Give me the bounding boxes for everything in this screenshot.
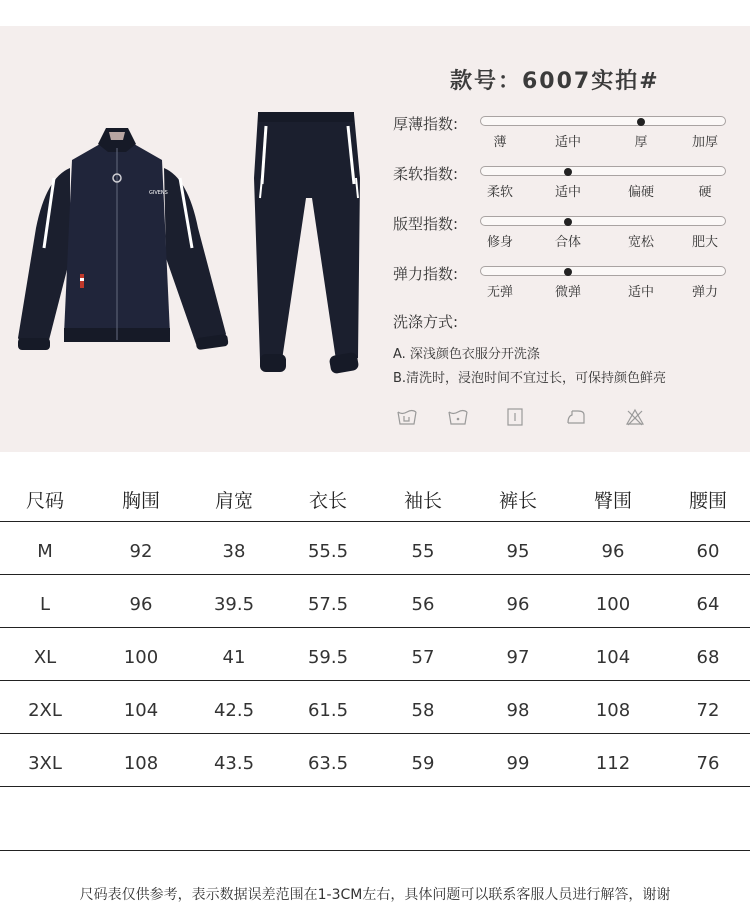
index-tick-label: 硬	[698, 185, 712, 200]
washing-line-a: A. 深浅颜色衣服分开洗涤	[393, 347, 540, 362]
size-table-header-cell: 腰围	[688, 490, 728, 512]
size-value-cell: 39.5	[213, 594, 255, 615]
size-value-cell: 61.5	[307, 700, 349, 721]
iron-icon	[566, 408, 586, 426]
size-table-header-cell: 肩宽	[214, 490, 254, 512]
size-value-cell: 41	[222, 647, 246, 668]
tumble-dry-icon	[505, 408, 525, 426]
wash-tub-icon	[448, 408, 468, 426]
index-slider-marker	[564, 268, 572, 276]
size-value-cell: 98	[506, 700, 530, 721]
size-table-header-cell: 尺码	[25, 490, 65, 512]
index-tick-label: 弹力	[691, 285, 719, 300]
index-label-1: 柔软指数:	[393, 165, 459, 183]
index-label-0: 厚薄指数:	[393, 115, 459, 133]
size-value-cell: 57	[411, 647, 435, 668]
size-value-cell: 55.5	[307, 541, 349, 562]
index-tick-label: 适中	[554, 135, 582, 150]
size-label-cell: M	[37, 541, 53, 562]
size-value-cell: 100	[123, 647, 159, 668]
size-value-cell: 95	[506, 541, 530, 562]
size-value-cell: 96	[601, 541, 625, 562]
size-table-header	[0, 470, 750, 522]
index-tick-label: 宽松	[627, 235, 655, 250]
size-value-cell: 99	[506, 753, 530, 774]
table-row	[0, 522, 750, 575]
index-tick-label: 无弹	[486, 285, 514, 300]
size-value-cell: 76	[696, 753, 720, 774]
index-tick-label: 薄	[493, 135, 507, 150]
size-value-cell: 56	[411, 594, 435, 615]
size-value-cell: 92	[129, 541, 153, 562]
size-table-header-cell: 袖长	[403, 490, 443, 512]
product-photo	[14, 108, 374, 398]
size-value-cell: 68	[696, 647, 720, 668]
index-slider-track	[480, 216, 726, 226]
size-value-cell: 72	[696, 700, 720, 721]
index-tick-label: 适中	[554, 185, 582, 200]
index-tick-label: 加厚	[691, 135, 719, 150]
size-table	[0, 470, 750, 787]
index-tick-label: 偏硬	[627, 185, 655, 200]
hand-wash-icon	[397, 408, 417, 426]
index-slider-marker	[564, 168, 572, 176]
table-row	[0, 734, 750, 787]
size-value-cell: 112	[595, 753, 631, 774]
no-bleach-icon	[625, 408, 645, 426]
size-label-cell: 2XL	[28, 700, 62, 721]
size-table-body	[0, 522, 750, 787]
jacket-image	[18, 128, 229, 350]
style-number-title: 款号：6007实拍#	[450, 69, 660, 94]
washing-heading: 洗涤方式:	[393, 313, 459, 331]
size-value-cell: 104	[123, 700, 159, 721]
size-table-header-cell: 衣长	[308, 490, 348, 512]
index-tick-label: 肥大	[691, 235, 719, 250]
index-tick-label: 厚	[634, 135, 648, 150]
table-row	[0, 681, 750, 734]
svg-text:GIVENS: GIVENS	[149, 190, 168, 196]
size-value-cell: 108	[123, 753, 159, 774]
size-value-cell: 59	[411, 753, 435, 774]
size-value-cell: 60	[696, 541, 720, 562]
size-value-cell: 42.5	[213, 700, 255, 721]
index-slider-track	[480, 266, 726, 276]
size-label-cell: L	[39, 594, 51, 615]
size-value-cell: 59.5	[307, 647, 349, 668]
index-slider-track	[480, 116, 726, 126]
size-value-cell: 57.5	[307, 594, 349, 615]
index-tick-label: 适中	[627, 285, 655, 300]
size-value-cell: 96	[506, 594, 530, 615]
size-value-cell: 63.5	[307, 753, 349, 774]
index-tick-label: 修身	[486, 235, 514, 250]
size-value-cell: 97	[506, 647, 530, 668]
index-slider-track	[480, 166, 726, 176]
size-value-cell: 64	[696, 594, 720, 615]
index-label-2: 版型指数:	[393, 215, 459, 233]
index-slider-marker	[564, 218, 572, 226]
pants-image	[254, 112, 360, 374]
size-disclaimer: 尺码表仅供参考，表示数据误差范围在1-3CM左右，具体问题可以联系客服人员进行解答，谢谢	[79, 887, 671, 903]
size-value-cell: 43.5	[213, 753, 255, 774]
size-value-cell: 96	[129, 594, 153, 615]
table-row	[0, 575, 750, 628]
table-bottom-divider	[0, 850, 750, 851]
size-value-cell: 100	[595, 594, 631, 615]
size-label-cell: 3XL	[28, 753, 62, 774]
size-table-header-cell: 胸围	[121, 490, 161, 512]
size-table-header-cell: 裤长	[498, 490, 538, 512]
index-tick-label: 微弹	[554, 285, 582, 300]
index-slider-marker	[637, 118, 645, 126]
washing-line-b: B.清洗时，浸泡时间不宜过长，可保持颜色鲜亮	[393, 371, 667, 386]
index-tick-label: 柔软	[486, 185, 514, 200]
size-value-cell: 55	[411, 541, 435, 562]
index-label-3: 弹力指数:	[393, 265, 459, 283]
size-table-header-cell: 臀围	[593, 490, 633, 512]
size-value-cell: 104	[595, 647, 631, 668]
size-value-cell: 58	[411, 700, 435, 721]
size-value-cell: 38	[222, 541, 246, 562]
table-row	[0, 628, 750, 681]
size-label-cell: XL	[33, 647, 57, 668]
index-tick-label: 合体	[554, 235, 582, 250]
size-value-cell: 108	[595, 700, 631, 721]
